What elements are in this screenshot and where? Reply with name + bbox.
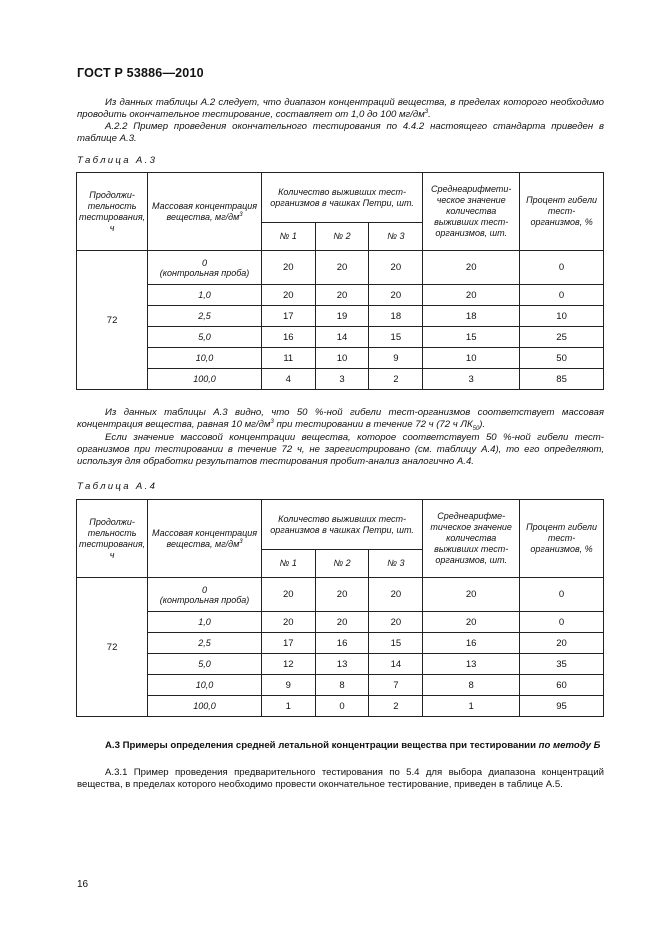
dish-3-cell: 2 (369, 696, 423, 717)
dish-1-cell: 1 (261, 696, 315, 717)
concentration-cell: 5,0 (148, 327, 262, 348)
dish-3-cell: 7 (369, 675, 423, 696)
header-survivors-count: Количество выживших тест-организмов в чашках Петри, шт. (261, 500, 422, 550)
table-row (77, 654, 604, 675)
concentration-cell: 100,0 (148, 369, 262, 390)
dish-3-cell: 20 (369, 612, 423, 633)
average-cell: 13 (423, 654, 520, 675)
percent-cell: 10 (520, 306, 604, 327)
section-title-a3: А.3 Примеры определения средней летальной концентрации вещества при тестировании по методу Б (105, 740, 601, 751)
header-mortality-percent: Процент гибели тест-организмов, % (520, 500, 604, 578)
table-a4-caption: Таблица А.4 (77, 481, 158, 492)
dish-3-cell: 9 (369, 348, 423, 369)
average-cell: 8 (423, 675, 520, 696)
dish-2-cell: 8 (315, 675, 369, 696)
average-cell: 1 (423, 696, 520, 717)
dish-1-cell: 20 (261, 251, 315, 285)
dish-1-cell: 20 (261, 578, 315, 612)
dish-1-cell: 12 (261, 654, 315, 675)
document-header: ГОСТ Р 53886—2010 (77, 66, 204, 80)
percent-cell: 60 (520, 675, 604, 696)
dish-1-cell: 17 (261, 306, 315, 327)
percent-cell: 0 (520, 285, 604, 306)
table-a3 (76, 172, 604, 390)
header-concentration: Массовая концентрация вещества, $мг/дм^3$ (148, 173, 262, 251)
header-dish-3: № 3 (369, 550, 423, 578)
table-row (77, 578, 604, 612)
table-row (77, 251, 604, 285)
header-average: Среднеарифме-тическое значение количества выживших тест-организмов, шт. (423, 500, 520, 578)
paragraph-conclusion-a2: Из данных таблицы А.2 следует, что диапазон концентраций вещества, в пределах которого необходимо проводить окончательное тестирование, составляет от 1,0 до 100 $мг/дм^3$. (77, 97, 604, 120)
paragraph-probit-note: Если значение массовой концентрации вещества, которое соответствует 50 %-ной гибели тест-организмов при тестировании в течение 72 ч, не зарегистрировано (см. таблицу А.4), то его определяют, используя для обработки результатов тестирования пробит-анализ аналогично А.4. (77, 432, 604, 467)
percent-cell: 20 (520, 633, 604, 654)
dish-2-cell: 3 (315, 369, 369, 390)
table-a3-caption: Таблица А.3 (77, 155, 158, 166)
percent-cell: 50 (520, 348, 604, 369)
dish-2-cell: 19 (315, 306, 369, 327)
percent-cell: 0 (520, 251, 604, 285)
average-cell: 16 (423, 633, 520, 654)
percent-cell: 35 (520, 654, 604, 675)
paragraph-a31: А.3.1 Пример проведения предварительного тестирования по 5.4 для выбора диапазона концентраций вещества, в пределах которого необходимо провести окончательное тестирование, приведен в таблице А.5. (77, 767, 604, 790)
dish-1-cell: 17 (261, 633, 315, 654)
dish-1-cell: 20 (261, 612, 315, 633)
header-duration: Продолжи-тельность тестирования, ч (77, 173, 148, 251)
dish-2-cell: 13 (315, 654, 369, 675)
table-row (77, 369, 604, 390)
dish-2-cell: 20 (315, 285, 369, 306)
concentration-cell: 10,0 (148, 675, 262, 696)
header-dish-1: № 1 (261, 550, 315, 578)
average-cell: 20 (423, 578, 520, 612)
dish-1-cell: 16 (261, 327, 315, 348)
table-row (77, 696, 604, 717)
dish-1-cell: 9 (261, 675, 315, 696)
page-number: 16 (77, 879, 89, 890)
paragraph-conclusion-a3: Из данных таблицы А.3 видно, что 50 %-ной гибели тест-организмов соответствует массовая концентрация вещества, равная 10 $мг/дм^3$ при тестировании в течение 72 ч (72 ч $ЛК_{50}$). (77, 407, 604, 432)
dish-2-cell: 0 (315, 696, 369, 717)
percent-cell: 0 (520, 612, 604, 633)
table-row (77, 633, 604, 654)
table-row (77, 348, 604, 369)
dish-2-cell: 20 (315, 251, 369, 285)
header-dish-3: № 3 (369, 223, 423, 251)
dish-2-cell: 20 (315, 612, 369, 633)
header-average: Среднеарифмети-ческое значение количества выживших тест-организмов, шт. (423, 173, 520, 251)
duration-cell: 72 (77, 251, 148, 390)
header-concentration: Массовая концентрация вещества, $мг/дм^3$ (148, 500, 262, 578)
table-row (77, 306, 604, 327)
dish-3-cell: 15 (369, 633, 423, 654)
dish-3-cell: 14 (369, 654, 423, 675)
concentration-cell: 100,0 (148, 696, 262, 717)
percent-cell: 0 (520, 578, 604, 612)
dish-3-cell: 20 (369, 285, 423, 306)
duration-cell: 72 (77, 578, 148, 717)
dish-2-cell: 20 (315, 578, 369, 612)
average-cell: 18 (423, 306, 520, 327)
percent-cell: 95 (520, 696, 604, 717)
percent-cell: 85 (520, 369, 604, 390)
dish-1-cell: 4 (261, 369, 315, 390)
dish-2-cell: 16 (315, 633, 369, 654)
dish-3-cell: 15 (369, 327, 423, 348)
concentration-cell: 10,0 (148, 348, 262, 369)
dish-3-cell: 20 (369, 578, 423, 612)
concentration-cell: 2,5 (148, 633, 262, 654)
header-dish-1: № 1 (261, 223, 315, 251)
average-cell: 10 (423, 348, 520, 369)
header-survivors-count: Количество выживших тест-организмов в чашках Петри, шт. (261, 173, 422, 223)
concentration-cell: 1,0 (148, 612, 262, 633)
table-row (77, 612, 604, 633)
table-row (77, 327, 604, 348)
header-dish-2: № 2 (315, 223, 369, 251)
concentration-cell: 5,0 (148, 654, 262, 675)
concentration-cell: 0 (контрольная проба) (148, 251, 262, 285)
header-dish-2: № 2 (315, 550, 369, 578)
dish-1-cell: 11 (261, 348, 315, 369)
percent-cell: 25 (520, 327, 604, 348)
dish-1-cell: 20 (261, 285, 315, 306)
dish-3-cell: 2 (369, 369, 423, 390)
average-cell: 15 (423, 327, 520, 348)
dish-2-cell: 10 (315, 348, 369, 369)
table-row (77, 675, 604, 696)
dish-3-cell: 18 (369, 306, 423, 327)
table-a4 (76, 499, 604, 717)
dish-2-cell: 14 (315, 327, 369, 348)
average-cell: 20 (423, 251, 520, 285)
dish-3-cell: 20 (369, 251, 423, 285)
header-duration: Продолжи-тельность тестирования, ч (77, 500, 148, 578)
average-cell: 20 (423, 612, 520, 633)
average-cell: 20 (423, 285, 520, 306)
table-row (77, 285, 604, 306)
concentration-cell: 2,5 (148, 306, 262, 327)
header-mortality-percent: Процент гибели тест-организмов, % (520, 173, 604, 251)
concentration-cell: 1,0 (148, 285, 262, 306)
concentration-cell: 0 (контрольная проба) (148, 578, 262, 612)
paragraph-a22: А.2.2 Пример проведения окончательного тестирования по 4.4.2 настоящего стандарта приведен в таблице А.3. (77, 121, 604, 144)
average-cell: 3 (423, 369, 520, 390)
